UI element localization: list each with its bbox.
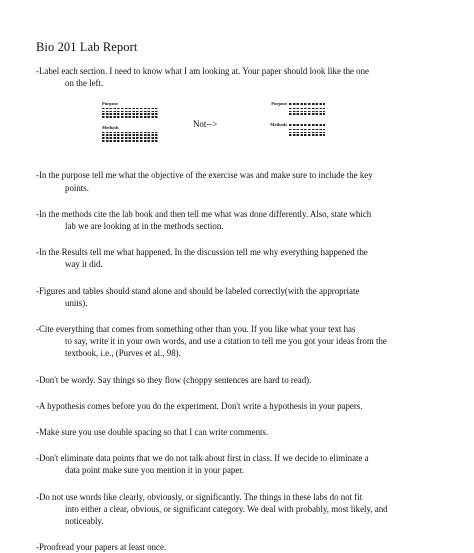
- text-placeholder-line: [102, 113, 158, 115]
- instruction-line: noticeably.: [65, 516, 104, 527]
- text-placeholder-line: [289, 111, 325, 113]
- instruction-item: [36, 541, 424, 553]
- text-placeholder-line: [289, 134, 325, 136]
- text-placeholder-line: [289, 132, 325, 134]
- instruction-item: [36, 65, 424, 89]
- instruction-item: [36, 452, 424, 476]
- instruction-item: [36, 169, 424, 193]
- instruction-line: way it did.: [65, 259, 103, 270]
- instruction-line: on the left.: [65, 78, 104, 89]
- instruction-item: [36, 374, 424, 386]
- instruction-line: -In the Results tell me what happened. In the discussion tell me why everything happened the: [36, 247, 368, 258]
- methods-side-label: Methods: [270, 122, 287, 128]
- text-placeholder-line: [102, 108, 158, 110]
- instruction-item: [36, 323, 424, 360]
- text-placeholder-line: [102, 134, 158, 136]
- instruction-line: lab we are looking at in the methods section.: [65, 221, 224, 232]
- correct-format-example: [102, 101, 158, 143]
- text-placeholder-line: [289, 124, 325, 126]
- instruction-list: [36, 65, 424, 553]
- instruction-line: -Do not use words like clearly, obviously, or significantly. The things in these labs do not fit: [36, 491, 363, 502]
- instruction-line: -Proofread your papers at least once.: [36, 542, 167, 553]
- format-example-diagram: [36, 101, 424, 159]
- text-placeholder-line: [102, 140, 158, 142]
- instruction-line: data point make sure you mention it in your paper.: [65, 465, 244, 476]
- text-placeholder-line: [102, 111, 158, 113]
- instruction-item: [36, 208, 424, 232]
- not-arrow-label: Not-->: [193, 119, 218, 130]
- instruction-line: -Don't eliminate data points that we do not talk about first in class. If we decide to eliminate a: [36, 453, 369, 464]
- instruction-line: -Don't be wordy. Say things so they flow (choppy sentences are hard to read).: [36, 374, 312, 385]
- text-placeholder-line: [102, 116, 158, 118]
- text-placeholder-line: [289, 108, 325, 110]
- instruction-line: into either a clear, obvious, or significant category. We deal with probably, most likely, and: [65, 503, 388, 514]
- instruction-line: -In the purpose tell me what the objective of the exercise was and make sure to include the key: [36, 170, 373, 181]
- purpose-side-label: Purpose: [271, 101, 287, 107]
- instruction-item: [36, 246, 424, 270]
- instruction-line: -Label each section. I need to know what I am looking at. Your paper should look like the one: [36, 66, 369, 76]
- instruction-line: -In the methods cite the lab book and then tell me what was done differently. Also, state which: [36, 208, 372, 219]
- instruction-item: [36, 491, 424, 528]
- instruction-line: to say, write it in your own words, and use a citation to tell me you got your ideas from the: [65, 336, 387, 347]
- text-placeholder-line: [289, 113, 325, 115]
- instruction-line: textbook, i.e., (Purves et al., 98).: [65, 348, 181, 359]
- text-placeholder-line: [102, 137, 158, 139]
- text-placeholder-line: [289, 103, 325, 105]
- instruction-line: -A hypothesis comes before you do the experiment. Don't write a hypothesis in your papers.: [36, 400, 363, 411]
- document-title: Bio 201 Lab Report: [36, 40, 138, 54]
- instruction-line: units).: [65, 297, 88, 308]
- instruction-line: -Make sure you use double spacing so that I can write comments.: [36, 427, 269, 438]
- instruction-item: [36, 400, 424, 412]
- purpose-heading-label: Purpose: [102, 101, 118, 107]
- incorrect-format-example: [269, 101, 325, 137]
- methods-heading-label: Methods: [102, 125, 119, 131]
- instruction-item: [36, 285, 424, 309]
- text-placeholder-line: [102, 132, 158, 134]
- instruction-line: -Figures and tables should stand alone and should be labeled correctly(with the appropriate: [36, 285, 360, 296]
- instruction-line: -Cite everything that comes from something other than you. If you like what your text has: [36, 324, 356, 335]
- text-placeholder-line: [289, 129, 325, 131]
- instruction-line: points.: [65, 182, 89, 193]
- instruction-item: [36, 426, 424, 438]
